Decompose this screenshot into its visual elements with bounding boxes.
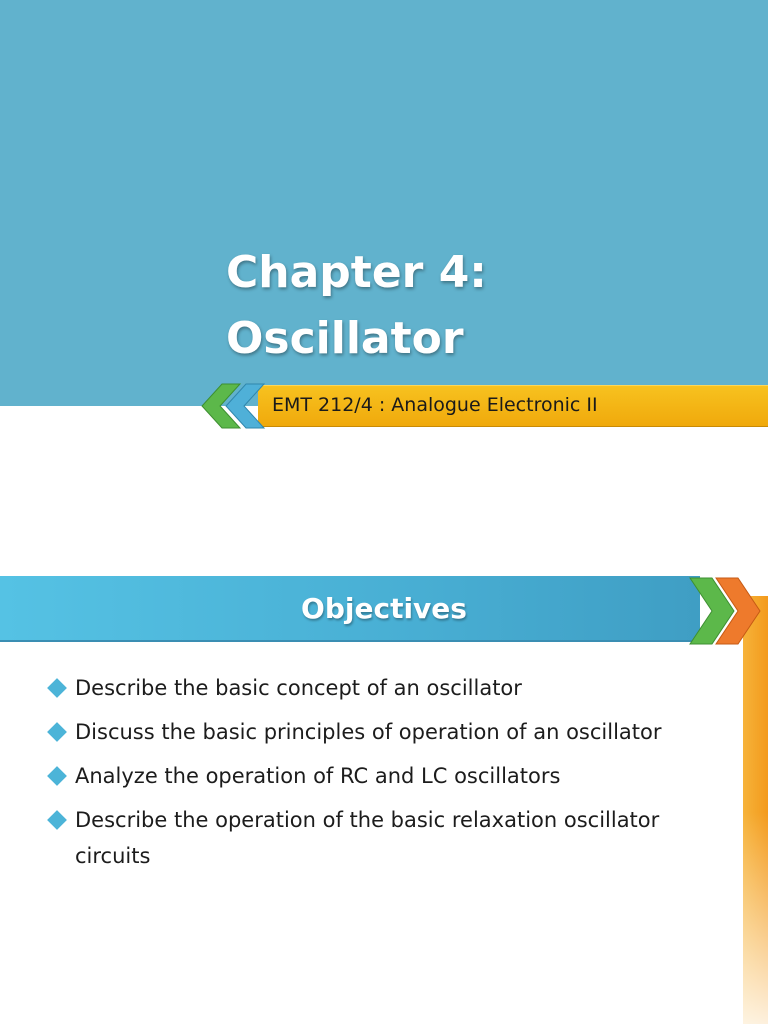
list-item [48,802,708,874]
list-item [48,670,708,706]
list-item-text: Discuss the basic principles of operation of an oscillator [75,720,662,744]
list-item [48,714,708,750]
slide-title [226,240,746,372]
objectives-list [48,670,708,882]
diamond-icon [47,766,67,786]
slide-title-line-1: Chapter 4: [226,247,487,298]
diamond-icon [47,810,67,830]
list-item [48,758,708,794]
list-item-text: Describe the basic concept of an oscillator [75,676,522,700]
subtitle-text: EMT 212/4 : Analogue Electronic II [272,394,598,416]
accent-strip-fade [743,812,768,1024]
objectives-heading: Objectives [301,592,467,625]
chevron-left-icon [224,382,284,430]
list-item-text: Analyze the operation of RC and LC oscillators [75,764,561,788]
subtitle-bar [258,385,768,427]
list-item-text: Describe the operation of the basic relaxation oscillator circuits [75,808,660,868]
diamond-icon [47,722,67,742]
diamond-icon [47,678,67,698]
slide-title-line-2: Oscillator [226,313,464,364]
objectives-slide [0,512,768,1024]
